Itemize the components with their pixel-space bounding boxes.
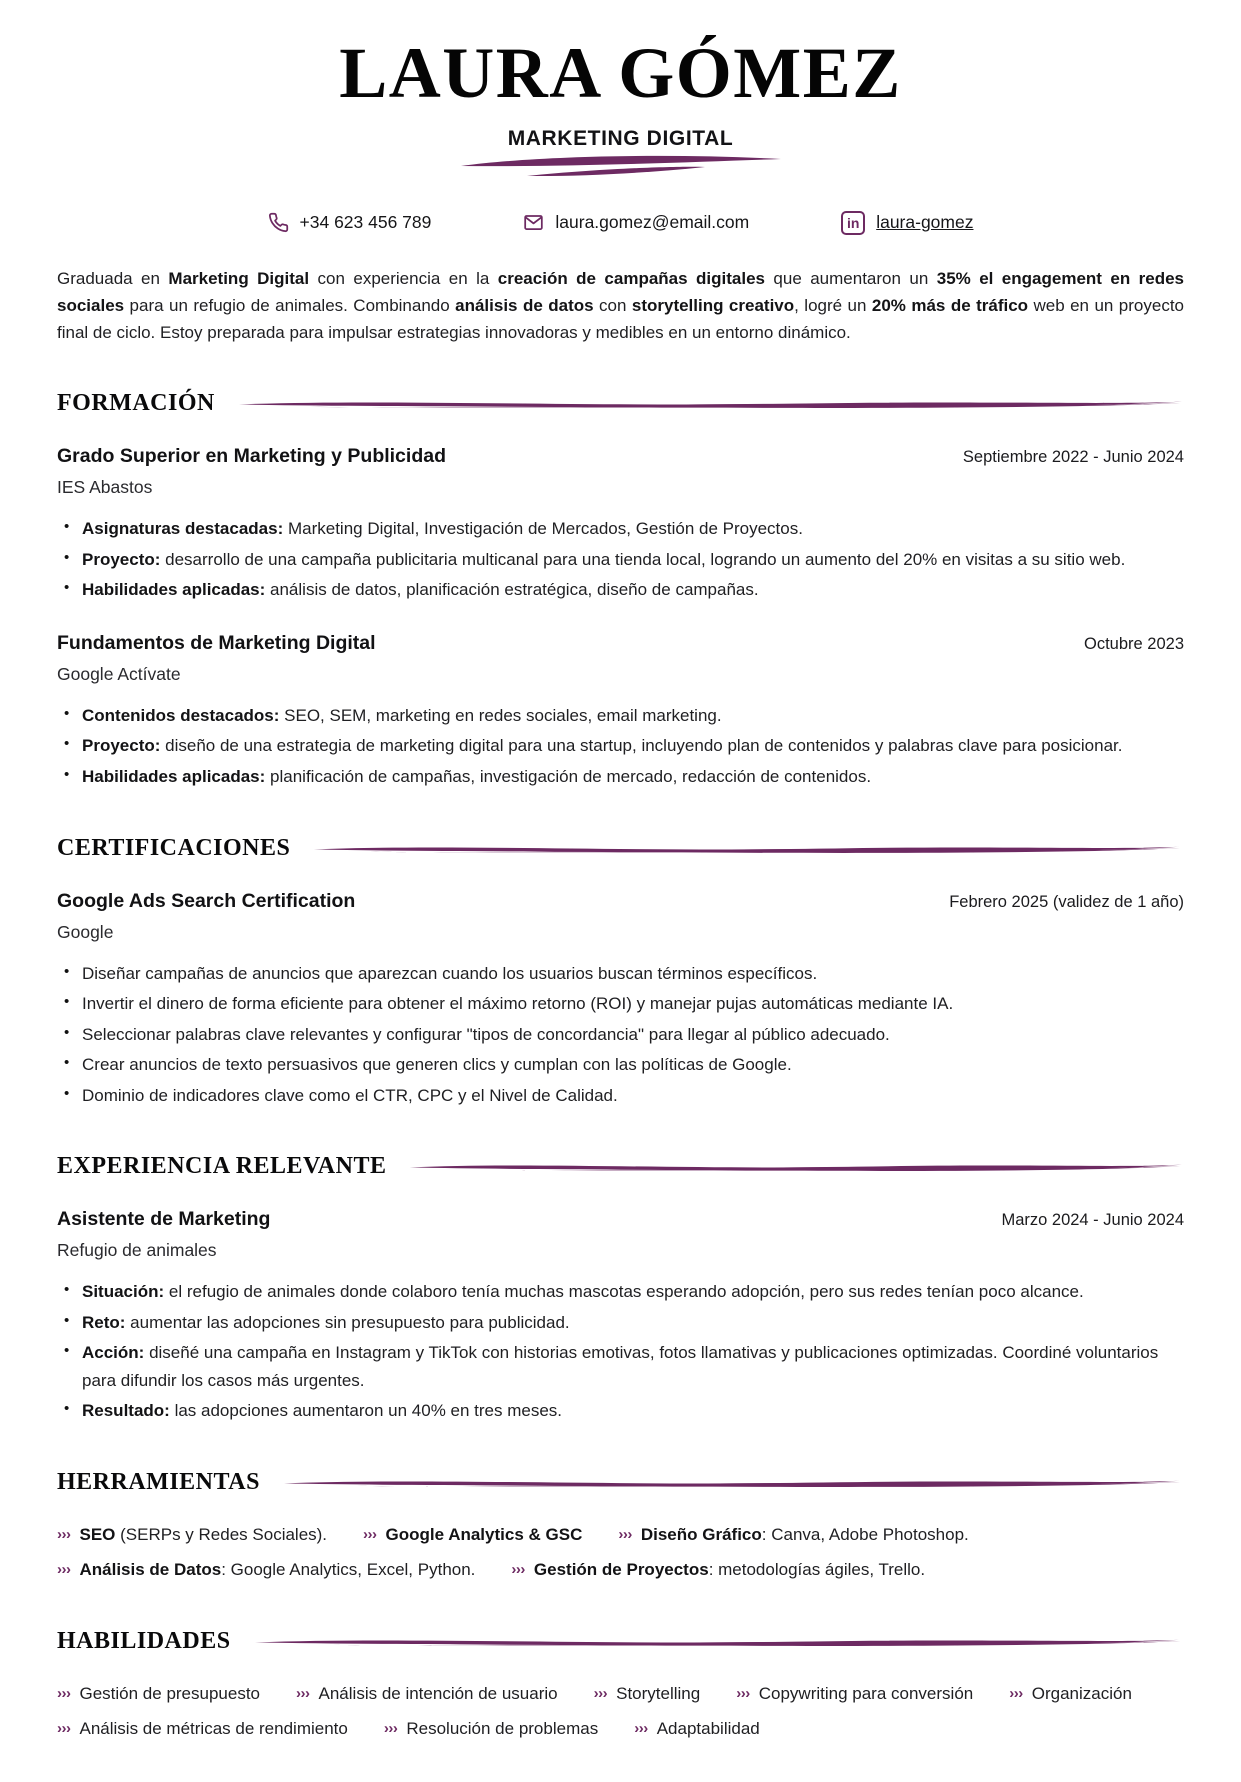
bullet-item: • Contenidos destacados: SEO, SEM, marketing en redes sociales, email marketing. [57, 702, 1184, 730]
resume-sections [57, 390, 1184, 1742]
bullet-item: • Situación: el refugio de animales donde colaboro tenía muchas mascotas esperando adopción, pero sus redes tenían poco alcance. [57, 1278, 1184, 1306]
triple-chevron-icon: ››› [618, 1525, 632, 1543]
section-herramientas [57, 1469, 1184, 1584]
entry-organization: IES Abastos [57, 477, 153, 498]
bullet-item: • Habilidades aplicadas: análisis de datos, planificación estratégica, diseño de campañas. [57, 576, 1184, 604]
section-divider-brush-icon [408, 1160, 1184, 1173]
profile-summary: Graduada en Marketing Digital con experiencia en la creación de campañas digitales que aumentaron un 35% el engagement en redes sociales para un refugio de animales. Combinando análisis de datos con storytelling creativo, logré un 20% más de tráfico web en un proyecto final de ciclo. Estoy preparada para impulsar estrategias innovadoras y medibles en un entorno dinámico. [57, 268, 1185, 343]
tag-label: SEO (SERPs y Redes Sociales). [79, 1524, 328, 1544]
linkedin-icon: in [841, 211, 865, 235]
bullet-item: • Reto: aumentar las adopciones sin presupuesto para publicidad. [57, 1309, 1184, 1337]
triple-chevron-icon: ››› [57, 1561, 71, 1579]
bullet-item: • Habilidades aplicadas: planificación de campañas, investigación de mercado, redacción de contenidos. [57, 763, 1184, 791]
skill-item [57, 1716, 348, 1742]
section-divider-brush-icon [253, 1635, 1184, 1648]
tag-label: Google Analytics & GSC [385, 1524, 583, 1544]
section-divider-brush-icon [282, 1476, 1184, 1489]
bullet-item: • Dominio de indicadores clave como el CTR, CPC y el Nivel de Calidad. [57, 1082, 1184, 1110]
bullet-item: • Acción: diseñé una campaña en Instagram y TikTok con historias emotivas, fotos llamativas y publicaciones optimizadas. Coordiné voluntarios para difundir los casos más urgentes. [57, 1339, 1184, 1394]
entry [57, 890, 1184, 1110]
habilidades-items [57, 1681, 1184, 1743]
skill-item [57, 1681, 260, 1707]
email-contact [523, 212, 749, 233]
email-address: laura.gomez@email.com [555, 212, 750, 233]
phone-icon [268, 212, 289, 233]
triple-chevron-icon: ››› [634, 1719, 648, 1737]
tool-item [57, 1522, 327, 1548]
tag-label: Análisis de métricas de rendimiento [79, 1718, 348, 1738]
triple-chevron-icon: ››› [57, 1525, 71, 1543]
skill-item [634, 1716, 760, 1742]
bullet-list [57, 960, 1184, 1110]
tag-label: Diseño Gráfico: Canva, Adobe Photoshop. [640, 1524, 969, 1544]
entry-top-row [57, 1208, 1184, 1231]
role-block [455, 126, 787, 181]
triple-chevron-icon: ››› [57, 1719, 71, 1737]
skill-item [594, 1681, 701, 1707]
phone-contact [268, 212, 432, 233]
section-title: FORMACIÓN [57, 390, 215, 417]
candidate-name: LAURA GÓMEZ [339, 33, 902, 113]
entry-top-row [57, 445, 1184, 468]
bullet-item: • Proyecto: desarrollo de una campaña publicitaria multicanal para una tienda local, logrando un aumento del 20% en visitas a su sitio web. [57, 546, 1184, 574]
section-title: EXPERIENCIA RELEVANTE [57, 1153, 387, 1180]
entry-title: Fundamentos de Marketing Digital [57, 631, 376, 654]
triple-chevron-icon: ››› [363, 1525, 377, 1543]
herramientas-items [57, 1522, 1184, 1584]
section-header-experiencia [57, 1153, 1184, 1180]
entry-organization: Google Actívate [57, 663, 181, 684]
skill-item [296, 1681, 558, 1707]
bullet-item: • Resultado: las adopciones aumentaron un 40% en tres meses. [57, 1397, 1184, 1425]
entry-date: Octubre 2023 [1084, 634, 1184, 653]
tag-label: Resolución de problemas [406, 1718, 599, 1738]
bullet-list [57, 702, 1184, 791]
skill-item [384, 1716, 598, 1742]
bullet-list [57, 515, 1184, 604]
phone-number: +34 623 456 789 [299, 212, 432, 233]
triple-chevron-icon: ››› [57, 1684, 71, 1702]
linkedin-handle[interactable]: laura-gomez [876, 212, 974, 233]
entry-title: Google Ads Search Certification [57, 889, 356, 912]
section-divider-brush-icon [312, 842, 1184, 855]
section-header-formacion [57, 390, 1184, 417]
tag-label: Organización [1031, 1683, 1132, 1703]
section-header-herramientas [57, 1469, 1184, 1496]
entry-date: Marzo 2024 - Junio 2024 [1001, 1211, 1184, 1230]
entry-title: Grado Superior en Marketing y Publicidad [57, 445, 446, 468]
section-certificaciones [57, 835, 1184, 1110]
triple-chevron-icon: ››› [296, 1684, 310, 1702]
triple-chevron-icon: ››› [1009, 1684, 1023, 1702]
entry-organization: Google [57, 921, 114, 942]
brush-underline-icon [455, 153, 787, 181]
section-title: HABILIDADES [57, 1627, 231, 1654]
triple-chevron-icon: ››› [593, 1684, 608, 1702]
section-title: HERRAMIENTAS [57, 1468, 260, 1495]
bullet-item: • Invertir el dinero de forma eficiente para obtener el máximo retorno (ROI) y manejar pujas automáticas mediante IA. [57, 990, 1184, 1018]
contact-row [57, 211, 1184, 235]
bullet-item: • Diseñar campañas de anuncios que aparezcan cuando los usuarios buscan términos específicos. [57, 960, 1184, 988]
skill-item [736, 1681, 973, 1707]
role-title: MARKETING DIGITAL [507, 126, 734, 150]
tag-label: Copywriting para conversión [758, 1683, 974, 1703]
section-divider-brush-icon [237, 397, 1184, 410]
bullet-list [57, 1278, 1184, 1425]
tool-item [363, 1522, 582, 1548]
tool-item [57, 1557, 475, 1583]
linkedin-link[interactable] [841, 211, 973, 235]
triple-chevron-icon: ››› [511, 1561, 525, 1579]
triple-chevron-icon: ››› [383, 1719, 398, 1737]
section-header-habilidades [57, 1628, 1184, 1655]
section-header-certificaciones [57, 835, 1184, 862]
entry-top-row [57, 632, 1184, 655]
section-experiencia [57, 1153, 1184, 1425]
entry [57, 445, 1184, 604]
bullet-item: • Crear anuncios de texto persuasivos que generen clics y cumplan con las políticas de Google. [57, 1051, 1184, 1079]
bullet-item: • Proyecto: diseño de una estrategia de marketing digital para una startup, incluyendo plan de contenidos y palabras clave para posicionar. [57, 732, 1184, 760]
tag-label: Gestión de Proyectos: metodologías ágiles, Trello. [533, 1560, 926, 1580]
tag-label: Análisis de intención de usuario [318, 1683, 558, 1703]
tag-label: Storytelling [616, 1683, 701, 1703]
section-habilidades [57, 1628, 1184, 1743]
entry-date: Septiembre 2022 - Junio 2024 [962, 448, 1184, 467]
tag-label: Gestión de presupuesto [79, 1683, 261, 1703]
entry-title: Asistente de Marketing [57, 1208, 271, 1231]
tool-item [511, 1557, 925, 1583]
bullet-item: • Seleccionar palabras clave relevantes y configurar "tipos de concordancia" para llegar al público adecuado. [57, 1021, 1184, 1049]
entry-date: Febrero 2025 (validez de 1 año) [949, 892, 1184, 911]
entry-organization: Refugio de animales [57, 1240, 217, 1261]
tag-label: Adaptabilidad [656, 1718, 760, 1738]
entry [57, 1208, 1184, 1425]
section-formacion [57, 390, 1184, 790]
resume-header [57, 33, 1184, 235]
envelope-icon [523, 212, 544, 233]
tool-item [618, 1522, 968, 1548]
entry [57, 632, 1184, 791]
bullet-item: • Asignaturas destacadas: Marketing Digital, Investigación de Mercados, Gestión de Proyectos. [57, 515, 1184, 543]
entry-top-row [57, 890, 1184, 913]
triple-chevron-icon: ››› [736, 1684, 750, 1702]
skill-item [1009, 1681, 1132, 1707]
section-title: CERTIFICACIONES [57, 834, 291, 861]
tag-label: Análisis de Datos: Google Analytics, Excel, Python. [79, 1560, 476, 1580]
